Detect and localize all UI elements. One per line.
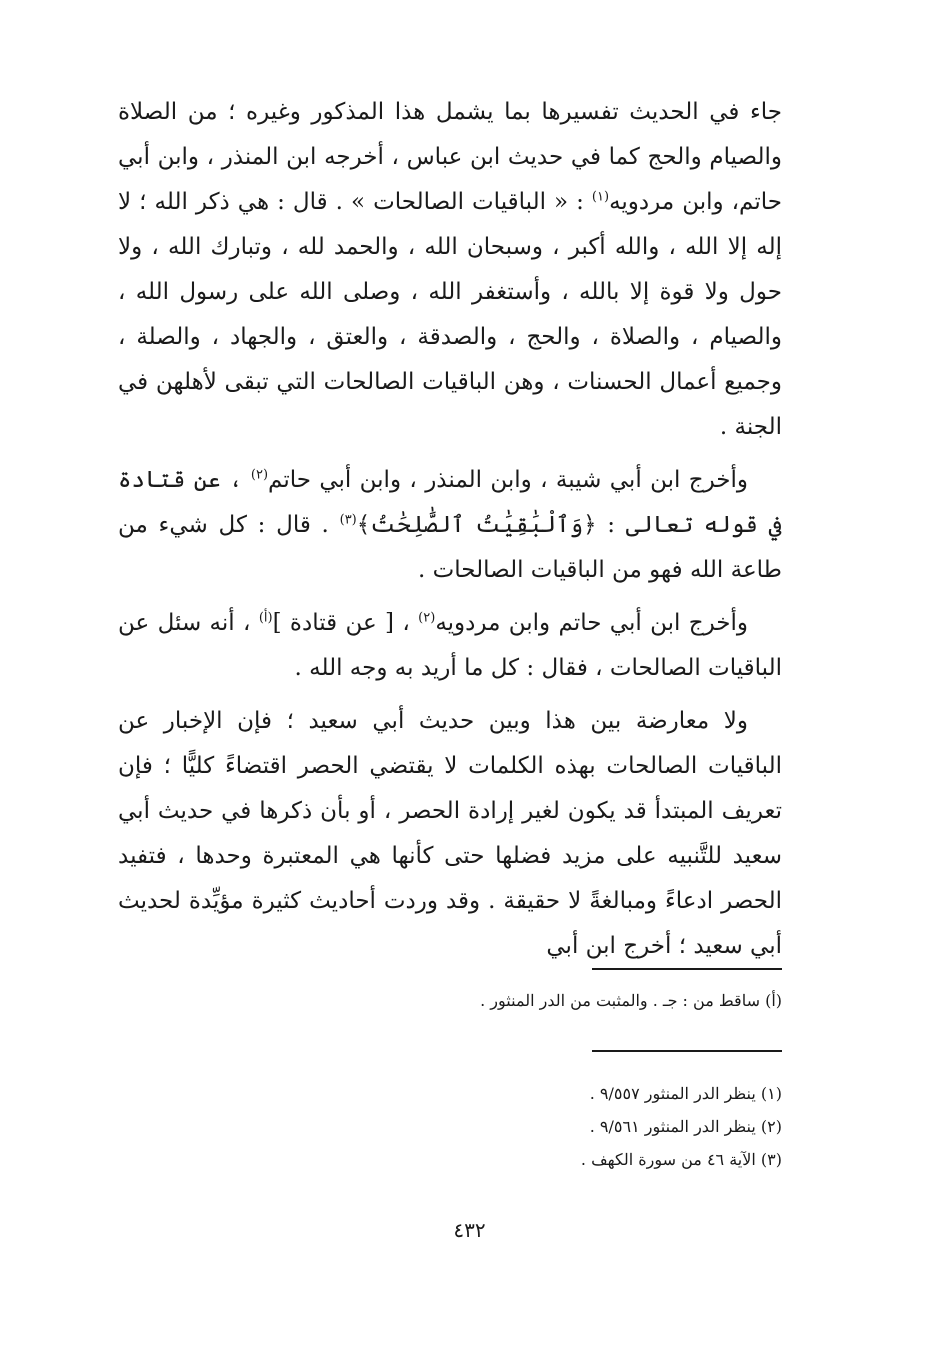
paragraph-1 (118, 90, 782, 450)
footnote-ref-2b[interactable]: (٢) (418, 610, 436, 626)
footnote-divider-1 (592, 968, 782, 970)
footnote-ref-alpha[interactable]: (أ) (258, 610, 273, 626)
footnote-ref-2[interactable]: (٢) (250, 467, 269, 483)
footnote-list (118, 1077, 782, 1176)
paragraph-3-mid: ، [ عن قتادة ] (272, 610, 410, 636)
paragraph-3-text: وأخرج ابن أبي حاتم وابن مردويه (435, 610, 748, 636)
footnote-ref-1[interactable]: (١) (591, 189, 610, 205)
paragraph-1-rest: : « الباقيات الصالحات » . قال : هي ذكر الله ؛ لا إله إلا الله ، والله أكبر ، وسبحان الله ، والحمد لله ، وتبارك الله ، ولا حول ولا قوة إلا بالله ، وأستغفر الله ، وصلى الله على رسول الله ، والصيام ، والصلاة ، والحج ، والصدقة ، والعتق ، والجهاد ، والصلة ، وجميع أعمال الحسنات ، وهن الباقيات الصالحات التي تبقى لأهلهن في الجنة . (118, 189, 782, 440)
paragraph-1-text: جاء في الحديث تفسيرها بما يشمل هذا المذكور وغيره ؛ من الصلاة والصيام والحج كما في حديث ابن عباس ، أخرجه ابن المنذر ، وابن أبي حاتم، وابن مردويه (118, 99, 782, 215)
paragraph-2-mid: ، عن قتادة في قوله تعالى : ﴿وَٱلْبَٰقِيَٰتُ ٱلصَّٰلِحَٰتُ﴾ (118, 467, 783, 538)
footnote-3: (٣) الآية ٤٦ من سورة الكهف . (580, 1150, 782, 1169)
footnote-alpha: (أ) ساقط من : جـ . والمثبت من الدر المنثور . (480, 991, 782, 1010)
paragraph-4-text: ولا معارضة بين هذا وبين حديث أبي سعيد ؛ فإن الإخبار عن الباقيات الصالحات بهذه الكلمات لا يقتضي الحصر اقتضاءً كليًّا ؛ فإن تعريف المبتدأ قد يكون لغير إرادة الحصر ، أو بأن ذكرها في حديث أبي سعيد للتَّنبيه على مزيد فضلها حتى كأنها هي المعتبرة وحدها ، فتفيد الحصر ادعاءً ومبالغةً لا حقيقة . وقد وردت أحاديث كثيرة مؤيِّدة لحديث أبي سعيد ؛ أخرج ابن أبي (118, 708, 782, 959)
paragraph-3 (118, 601, 782, 691)
paragraph-3-rest: ، أنه سئل عن الباقيات الصالحات ، فقال : كل ما أريد به وجه الله . (118, 610, 782, 681)
footnote-2: (٢) ينظر الدر المنثور ٩/٥٦١ . (589, 1117, 782, 1136)
paragraph-2-text: وأخرج ابن أبي شيبة ، وابن المنذر ، وابن أبي حاتم (268, 467, 748, 493)
paragraph-2-rest: . قال : كل شيء من طاعة الله فهو من الباقيات الصالحات . (118, 512, 782, 583)
page-number: ٤٣٢ (453, 1218, 486, 1242)
footnote-divider-2 (592, 1050, 782, 1052)
footnote-1: (١) ينظر الدر المنثور ٩/٥٥٧ . (589, 1084, 782, 1103)
paragraph-4 (118, 699, 782, 969)
paragraph-2 (118, 458, 782, 593)
main-text (118, 90, 782, 977)
footnote-ref-3[interactable]: (٣) (339, 512, 357, 528)
